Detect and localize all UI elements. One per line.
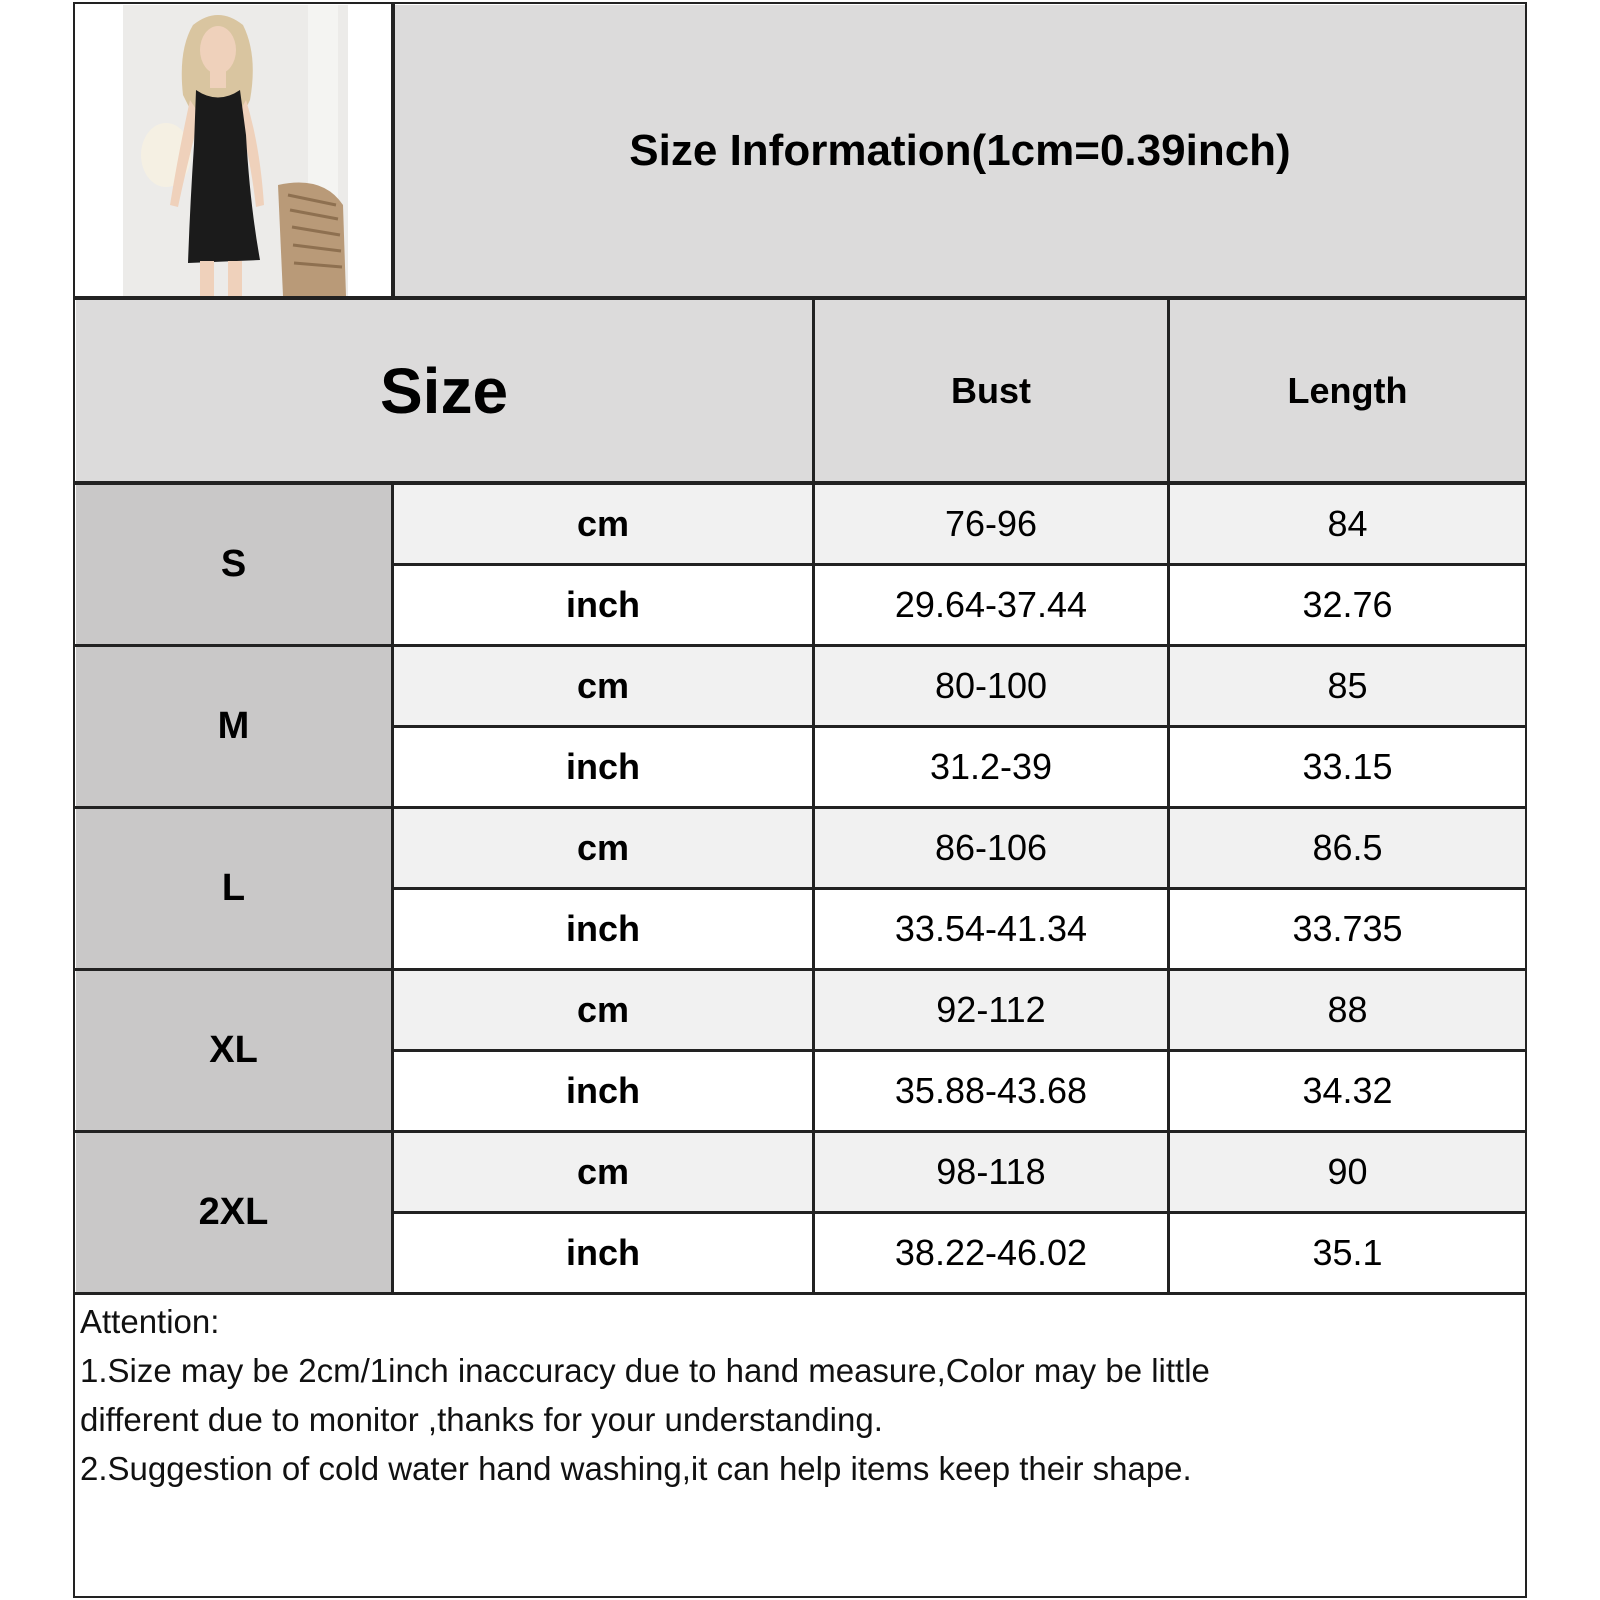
inch-length-value: 33.735 — [1292, 908, 1403, 949]
size-header-cell — [76, 300, 812, 481]
cm-unit-value: cm — [576, 503, 630, 544]
cm-bust-value: 86-106 — [934, 827, 1048, 868]
chart-title: Size Information(1cm=0.39inch) — [629, 125, 1291, 175]
inch-length-value: 32.76 — [1302, 584, 1393, 625]
cm-bust-value: 76-96 — [944, 503, 1038, 544]
size-label: XL — [209, 1029, 258, 1071]
cm-length-value: 85 — [1327, 665, 1368, 706]
inch-bust-cell — [815, 1052, 1167, 1130]
size-header: Size — [379, 354, 509, 427]
inch-unit-value: inch — [565, 584, 640, 625]
model-in-black-dress-image — [78, 5, 391, 296]
cm-unit-cell — [394, 1133, 812, 1211]
size-label: M — [217, 705, 250, 747]
cm-length-value: 84 — [1327, 503, 1368, 544]
inch-bust-value: 31.2-39 — [929, 746, 1053, 787]
cm-unit-cell — [394, 647, 812, 725]
cm-bust-cell — [815, 1133, 1167, 1211]
cm-length-cell — [1170, 647, 1525, 725]
size-label-cell — [76, 1133, 391, 1292]
cm-unit-value: cm — [576, 827, 630, 868]
inch-bust-value: 38.22-46.02 — [894, 1232, 1088, 1273]
inch-length-value: 33.15 — [1302, 746, 1393, 787]
notes-line-1: 1.Size may be 2cm/1inch inaccuracy due to hand measure,Color may be little — [80, 1352, 1210, 1389]
inch-unit-value: inch — [565, 746, 640, 787]
cm-length-value: 90 — [1327, 1151, 1368, 1192]
cm-unit-cell — [394, 485, 812, 563]
size-label-cell — [76, 485, 391, 644]
inch-unit-value: inch — [565, 1232, 640, 1273]
inch-bust-cell — [815, 728, 1167, 806]
inch-bust-value: 35.88-43.68 — [894, 1070, 1088, 1111]
inch-length-cell — [1170, 566, 1525, 644]
cm-unit-value: cm — [576, 989, 630, 1030]
cm-bust-cell — [815, 485, 1167, 563]
size-label: L — [221, 867, 246, 909]
cm-bust-cell — [815, 809, 1167, 887]
inch-length-cell — [1170, 1052, 1525, 1130]
inch-length-value: 35.1 — [1312, 1232, 1383, 1273]
inch-bust-value: 33.54-41.34 — [894, 908, 1088, 949]
inch-bust-cell — [815, 890, 1167, 968]
cm-unit-cell — [394, 809, 812, 887]
cm-bust-cell — [815, 647, 1167, 725]
cm-unit-value: cm — [576, 665, 630, 706]
inch-unit-cell — [394, 1052, 812, 1130]
size-label: S — [220, 543, 247, 585]
size-label-cell — [76, 971, 391, 1130]
inch-length-cell — [1170, 1214, 1525, 1292]
inch-unit-cell — [394, 566, 812, 644]
inch-unit-cell — [394, 890, 812, 968]
cm-bust-value: 92-112 — [936, 989, 1046, 1030]
inch-bust-cell — [815, 566, 1167, 644]
length-header: Length — [1287, 369, 1408, 411]
inch-unit-cell — [394, 728, 812, 806]
cm-length-value: 86.5 — [1312, 827, 1383, 868]
notes-line-2: different due to monitor ,thanks for your understanding. — [80, 1401, 883, 1438]
notes-heading: Attention: — [80, 1303, 220, 1340]
inch-length-cell — [1170, 728, 1525, 806]
bust-header-cell — [815, 300, 1167, 481]
inch-unit-cell — [394, 1214, 812, 1292]
size-label-cell — [76, 809, 391, 968]
inch-length-cell — [1170, 890, 1525, 968]
cm-length-cell — [1170, 1133, 1525, 1211]
cm-bust-value: 98-118 — [936, 1151, 1046, 1192]
attention-notes — [80, 1297, 1500, 1493]
inch-bust-cell — [815, 1214, 1167, 1292]
notes-line-3: 2.Suggestion of cold water hand washing,it can help items keep their shape. — [80, 1450, 1192, 1487]
inch-unit-value: inch — [565, 1070, 640, 1111]
cm-unit-value: cm — [576, 1151, 630, 1192]
inch-length-value: 34.32 — [1302, 1070, 1393, 1111]
cm-unit-cell — [394, 971, 812, 1049]
cm-bust-value: 80-100 — [934, 665, 1048, 706]
size-label: 2XL — [198, 1191, 269, 1233]
bust-header: Bust — [951, 369, 1031, 411]
cm-length-cell — [1170, 485, 1525, 563]
inch-unit-value: inch — [565, 908, 640, 949]
cm-length-cell — [1170, 971, 1525, 1049]
cm-bust-cell — [815, 971, 1167, 1049]
product-photo — [78, 5, 391, 296]
cm-length-cell — [1170, 809, 1525, 887]
cm-length-value: 88 — [1327, 989, 1368, 1030]
length-header-cell — [1170, 300, 1525, 481]
size-label-cell — [76, 647, 391, 806]
title-cell — [395, 5, 1525, 296]
inch-bust-value: 29.64-37.44 — [894, 584, 1088, 625]
